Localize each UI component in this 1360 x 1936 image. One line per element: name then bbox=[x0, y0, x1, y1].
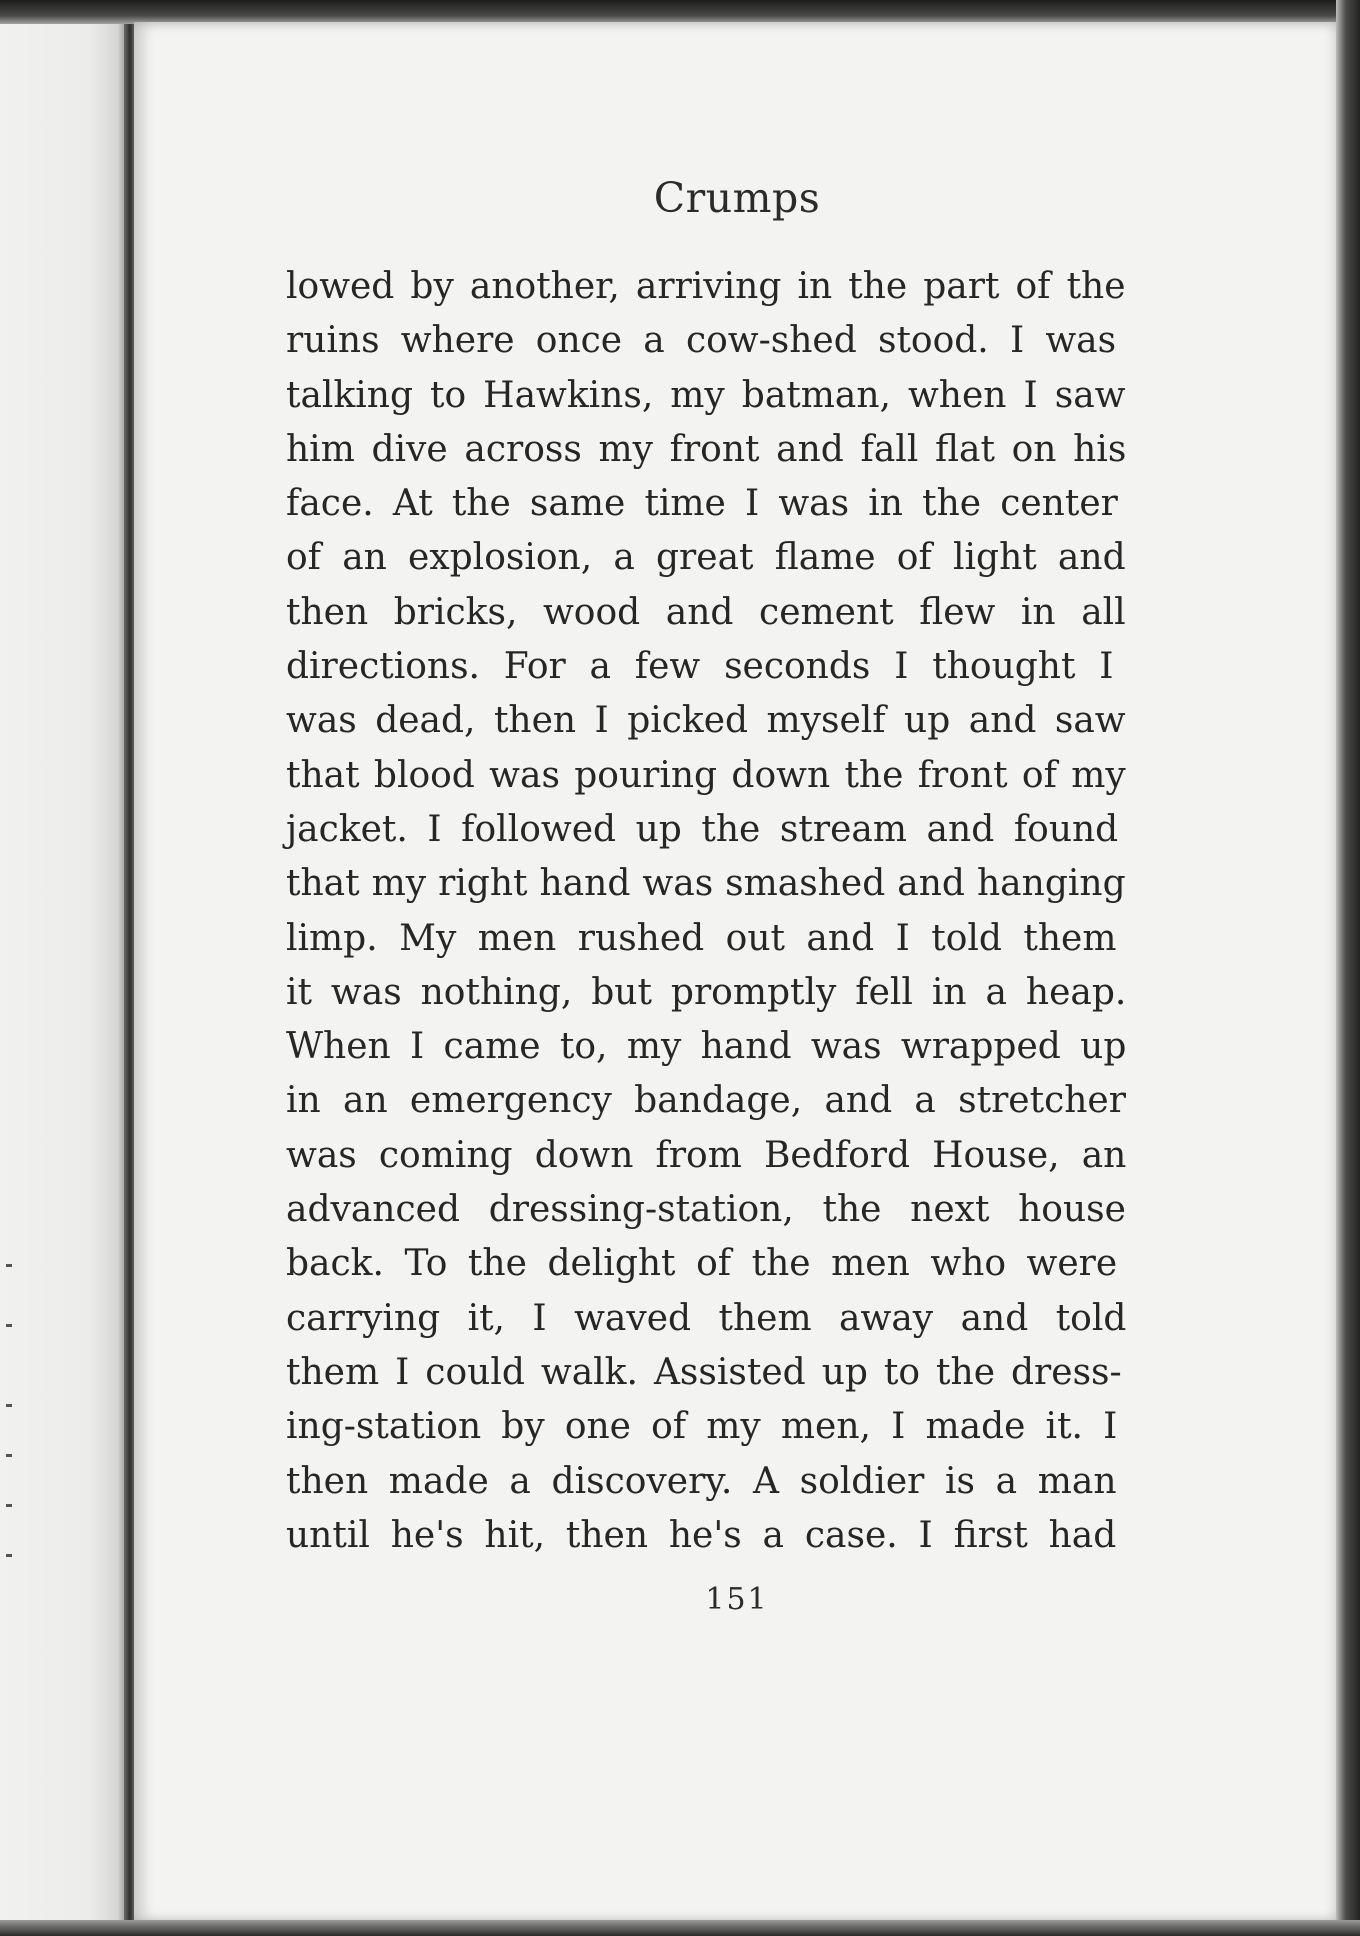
text-line: jacket. I followed up the stream and found bbox=[286, 808, 1119, 850]
facing-page-bleed-marks bbox=[6, 1254, 18, 1574]
page-number: 151 bbox=[705, 1582, 769, 1617]
text-line: that blood was pouring down the front of my bbox=[286, 754, 1126, 796]
text-line: talking to Hawkins, my batman, when I saw bbox=[286, 374, 1126, 416]
text-line: was coming down from Bedford House, an bbox=[286, 1134, 1127, 1176]
text-line: back. To the delight of the men who were bbox=[286, 1243, 1118, 1285]
scan-right-edge bbox=[1336, 0, 1360, 1936]
scan-bottom-edge bbox=[0, 1920, 1360, 1936]
text-line: advanced dressing-station, the next house bbox=[286, 1189, 1126, 1231]
text-line: them I could walk. Assisted up to the dress- bbox=[286, 1351, 1122, 1393]
text-line: until he's hit, then he's a case. I first had bbox=[286, 1514, 1117, 1556]
text-line: limp. My men rushed out and I told them bbox=[286, 917, 1117, 959]
text-line: lowed by another, arriving in the part of the bbox=[286, 266, 1126, 307]
text-line: it was nothing, but promptly fell in a heap. bbox=[286, 971, 1127, 1013]
text-line: in an emergency bandage, and a stretcher bbox=[286, 1080, 1126, 1122]
text-line: him dive across my front and fall flat on his bbox=[286, 428, 1127, 470]
text-line: then bricks, wood and cement flew in all bbox=[286, 591, 1126, 633]
text-line: When I came to, my hand was wrapped up bbox=[286, 1026, 1127, 1068]
running-head: Crumps bbox=[653, 174, 821, 222]
text-line: that my right hand was smashed and hanging bbox=[286, 863, 1126, 905]
text-line: of an explosion, a great flame of light and bbox=[286, 537, 1126, 579]
text-line: directions. For a few seconds I thought I bbox=[286, 646, 1114, 688]
text-line: ruins where once a cow-shed stood. I was bbox=[286, 320, 1117, 362]
facing-page-edge bbox=[0, 24, 128, 1924]
text-line: face. At the same time I was in the center bbox=[286, 483, 1118, 525]
text-line: then made a discovery. A soldier is a man bbox=[286, 1460, 1117, 1502]
text-line: carrying it, I waved them away and told bbox=[286, 1297, 1127, 1339]
page-body bbox=[286, 260, 1126, 1563]
text-line: ing-station by one of my men, I made it. I bbox=[286, 1406, 1118, 1448]
text-line: was dead, then I picked myself up and saw bbox=[286, 700, 1126, 742]
book-page bbox=[134, 22, 1340, 1922]
